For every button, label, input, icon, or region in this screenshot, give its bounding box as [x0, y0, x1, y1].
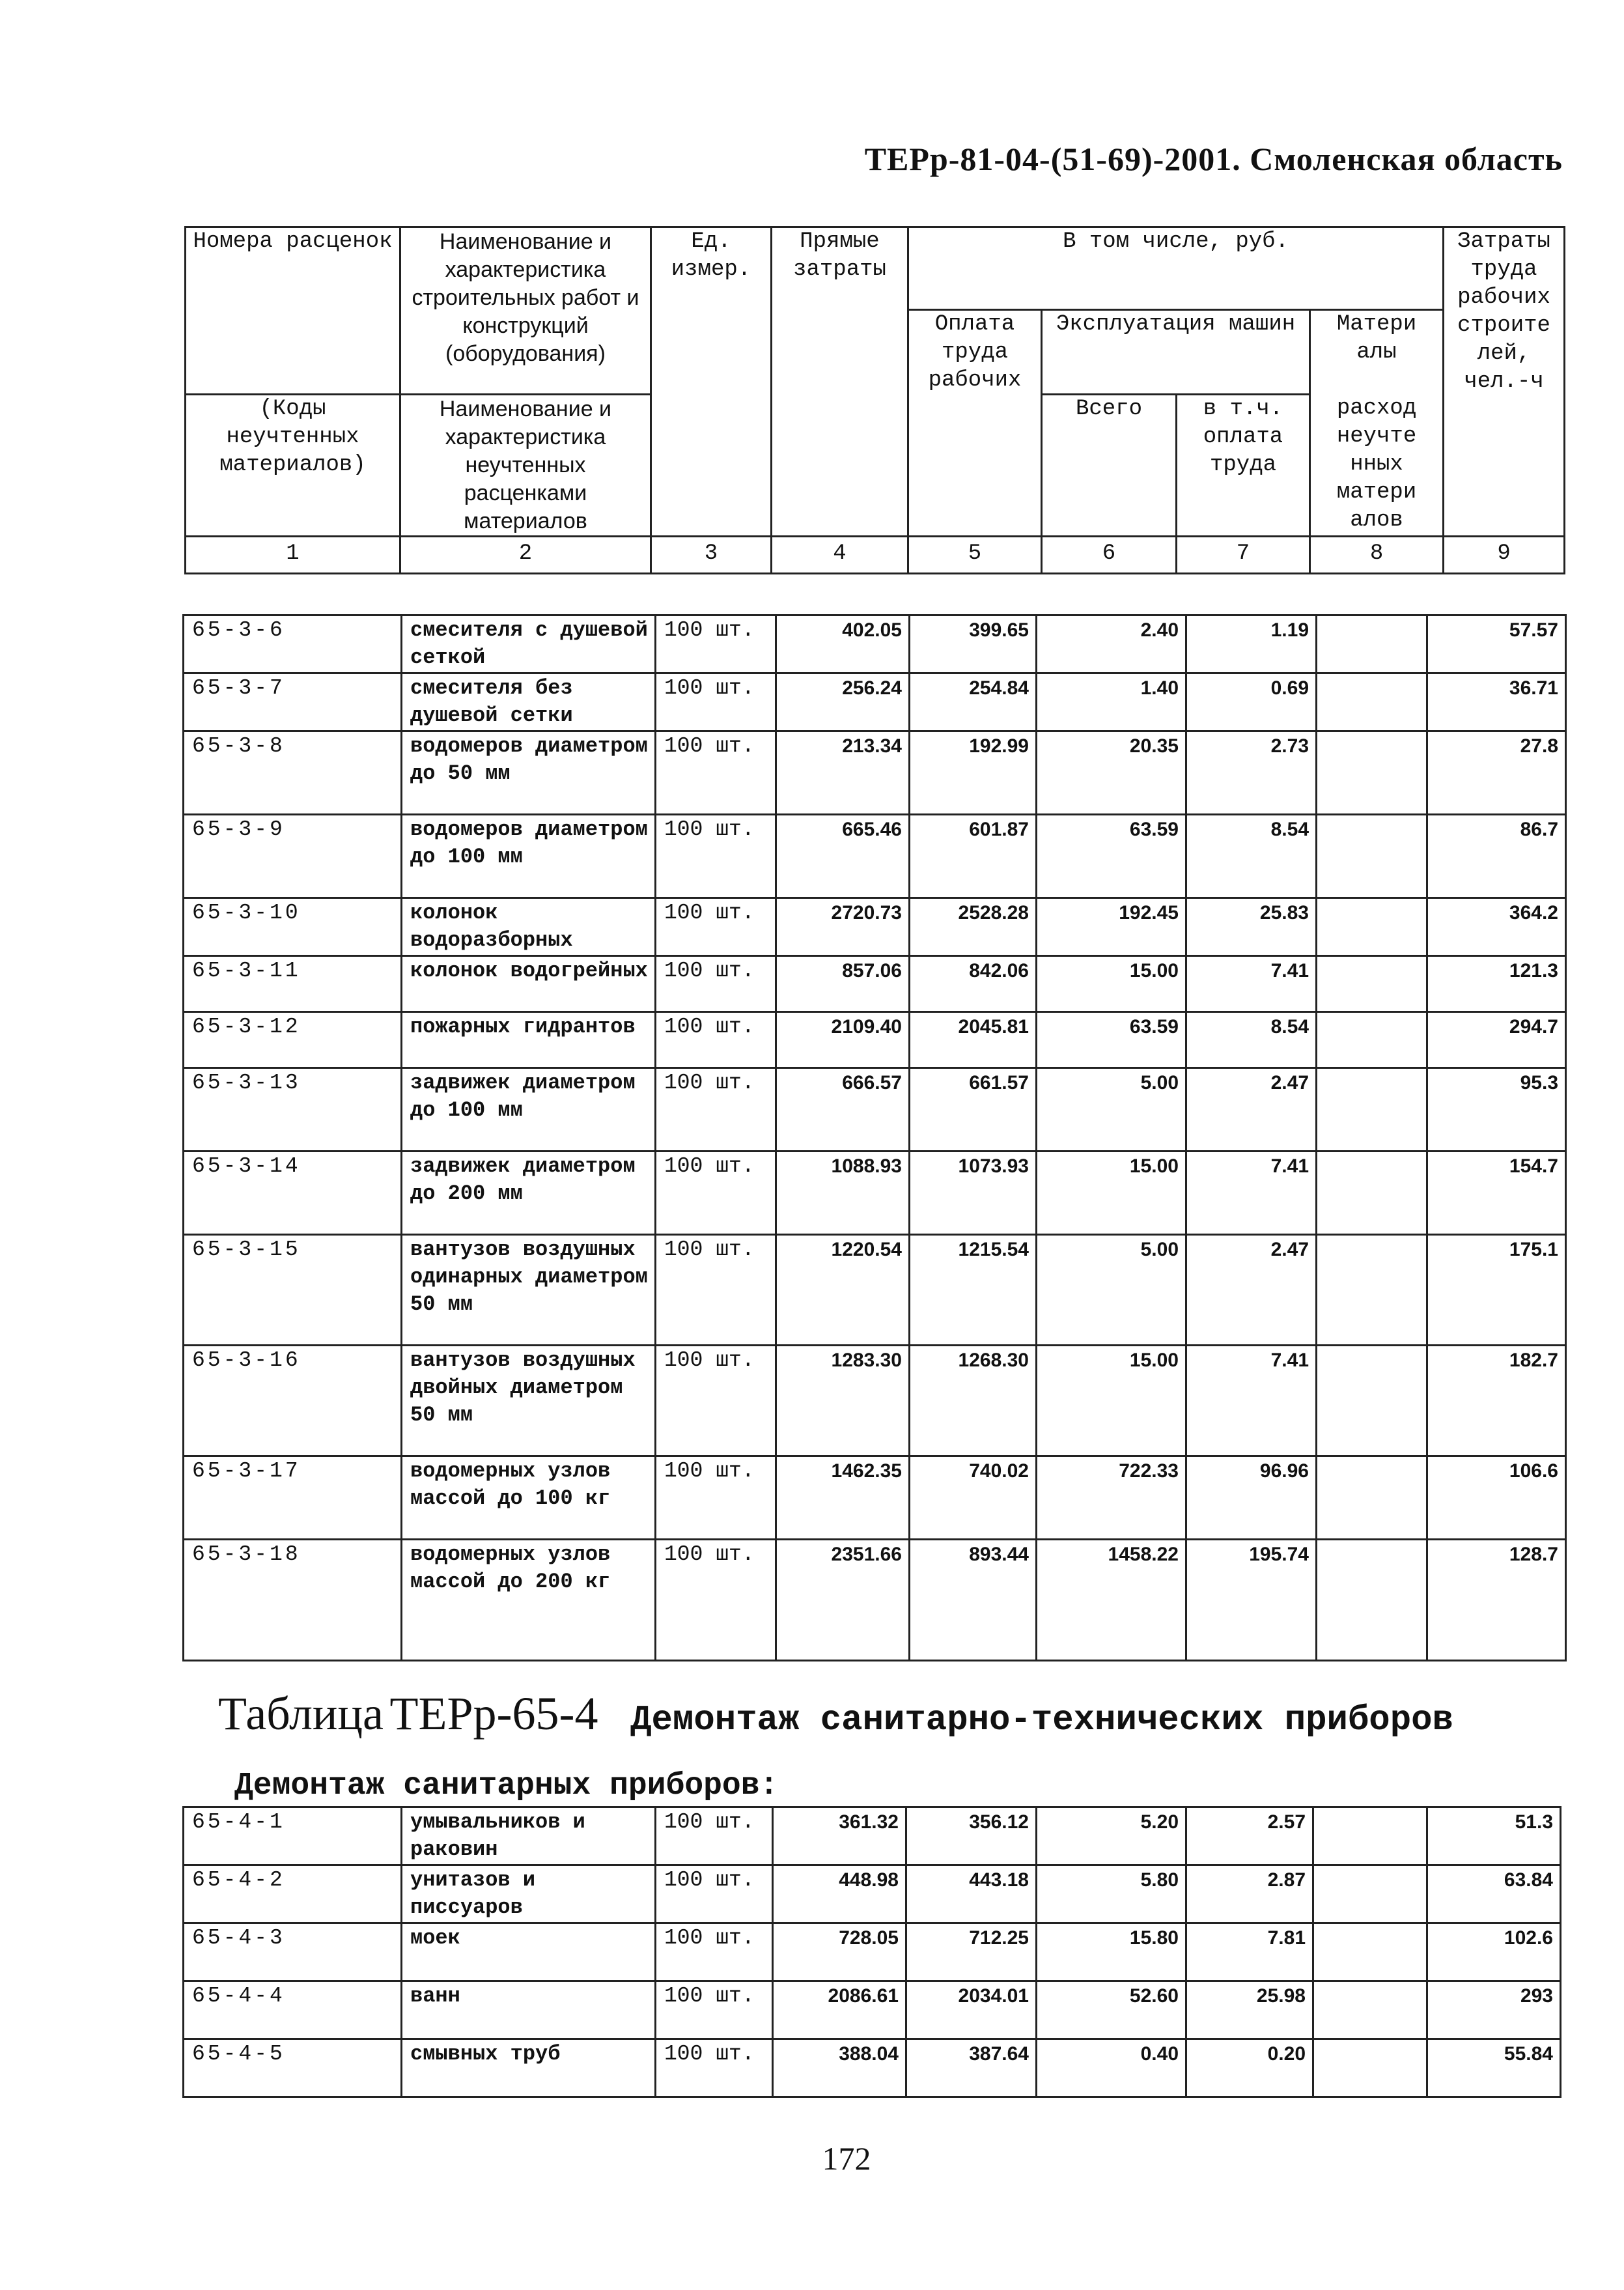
materials-cost: [1317, 956, 1427, 1012]
machines-total: 15.80: [1037, 1923, 1186, 1981]
materials-cost: [1317, 1346, 1427, 1456]
machines-total: 15.00: [1037, 1346, 1186, 1456]
rate-code: 65-4-2: [184, 1865, 402, 1923]
unit-of-measure: 100 шт.: [656, 1807, 773, 1865]
work-description: водомеров диаметром до 50 мм: [402, 731, 656, 815]
column-number: 9: [1444, 537, 1565, 574]
table-row: [184, 673, 1566, 731]
labor-hours: 57.57: [1427, 615, 1566, 673]
machines-labor: 0.20: [1186, 2039, 1313, 2097]
labor-hours: 106.6: [1427, 1456, 1566, 1540]
header-group-including: В том числе, руб.: [908, 227, 1444, 310]
table-row: [184, 1152, 1566, 1235]
table-row: [184, 1346, 1566, 1456]
header-materials-consumption: расход неучте нных матери алов: [1310, 395, 1444, 537]
labor-hours: 102.6: [1427, 1923, 1561, 1981]
labor-pay: 740.02: [910, 1456, 1037, 1540]
rate-code: 65-3-13: [184, 1068, 402, 1152]
labor-pay: 2528.28: [910, 898, 1037, 956]
direct-costs: 2086.61: [773, 1981, 906, 2039]
unit-of-measure: 100 шт.: [656, 1012, 776, 1068]
unit-of-measure: 100 шт.: [656, 731, 776, 815]
direct-costs: 402.05: [776, 615, 910, 673]
machines-labor: 25.83: [1186, 898, 1317, 956]
labor-hours: 27.8: [1427, 731, 1566, 815]
work-description: пожарных гидрантов: [402, 1012, 656, 1068]
column-header-table: [184, 226, 1565, 574]
header-unaccounted-materials: Наименование и характеристика неучтенных расценками материалов: [400, 395, 651, 537]
materials-cost: [1317, 673, 1427, 731]
machines-total: 722.33: [1037, 1456, 1186, 1540]
materials-cost: [1317, 731, 1427, 815]
machines-labor: 25.98: [1186, 1981, 1313, 2039]
direct-costs: 2720.73: [776, 898, 910, 956]
section-code: ТЕРр-65-4: [389, 1688, 598, 1740]
rate-code: 65-3-9: [184, 815, 402, 898]
materials-cost: [1317, 898, 1427, 956]
labor-hours: 175.1: [1427, 1235, 1566, 1346]
labor-pay: 661.57: [910, 1068, 1037, 1152]
labor-pay: 1073.93: [910, 1152, 1037, 1235]
unit-of-measure: 100 шт.: [656, 1540, 776, 1661]
unit-of-measure: 100 шт.: [656, 1068, 776, 1152]
machines-total: 5.00: [1037, 1068, 1186, 1152]
column-number: 6: [1042, 537, 1177, 574]
labor-hours: 36.71: [1427, 673, 1566, 731]
machines-labor: 8.54: [1186, 1012, 1317, 1068]
rate-code: 65-3-16: [184, 1346, 402, 1456]
section-title: [218, 1687, 1453, 1741]
labor-pay: 387.64: [906, 2039, 1037, 2097]
machines-total: 5.00: [1037, 1235, 1186, 1346]
header-labor-hours: Затраты труда рабочих строите лей, чел.-ч: [1444, 227, 1565, 537]
machines-labor: 7.41: [1186, 956, 1317, 1012]
materials-cost: [1317, 1012, 1427, 1068]
labor-hours: 182.7: [1427, 1346, 1566, 1456]
rate-code: 65-3-11: [184, 956, 402, 1012]
unit-of-measure: 100 шт.: [656, 1865, 773, 1923]
labor-pay: 192.99: [910, 731, 1037, 815]
header-machines-labor: в т.ч. оплата труда: [1177, 395, 1310, 537]
table-row: [184, 815, 1566, 898]
unit-of-measure: 100 шт.: [656, 956, 776, 1012]
work-description: умывальников и раковин: [402, 1807, 656, 1865]
work-description: задвижек диаметром до 200 мм: [402, 1152, 656, 1235]
header-machine-exploitation: Эксплуатация машин: [1042, 310, 1310, 395]
materials-cost: [1317, 1068, 1427, 1152]
direct-costs: 361.32: [773, 1807, 906, 1865]
materials-cost: [1313, 1807, 1427, 1865]
page-number: 172: [822, 2140, 871, 2177]
table-row: [184, 1456, 1566, 1540]
rate-code: 65-4-3: [184, 1923, 402, 1981]
unit-of-measure: 100 шт.: [656, 1981, 773, 2039]
unit-of-measure: 100 шт.: [656, 1346, 776, 1456]
header-work-name: Наименование и характеристика строительных работ и конструкций (оборудования): [400, 227, 651, 395]
machines-labor: 8.54: [1186, 815, 1317, 898]
rate-code: 65-3-8: [184, 731, 402, 815]
direct-costs: 2109.40: [776, 1012, 910, 1068]
direct-costs: 1220.54: [776, 1235, 910, 1346]
rate-code: 65-3-10: [184, 898, 402, 956]
table-row: [184, 1807, 1561, 1865]
labor-pay: 712.25: [906, 1923, 1037, 1981]
direct-costs: 665.46: [776, 815, 910, 898]
direct-costs: 213.34: [776, 731, 910, 815]
materials-cost: [1317, 615, 1427, 673]
labor-pay: 399.65: [910, 615, 1037, 673]
machines-total: 63.59: [1037, 815, 1186, 898]
subsection-title: Демонтаж санитарных приборов:: [234, 1768, 779, 1803]
work-description: колонок водоразборных: [402, 898, 656, 956]
machines-labor: 2.47: [1186, 1235, 1317, 1346]
labor-pay: 893.44: [910, 1540, 1037, 1661]
header-unit: Ед. измер.: [651, 227, 772, 537]
materials-cost: [1313, 2039, 1427, 2097]
machines-labor: 0.69: [1186, 673, 1317, 731]
direct-costs: 1283.30: [776, 1346, 910, 1456]
direct-costs: 1462.35: [776, 1456, 910, 1540]
labor-hours: 154.7: [1427, 1152, 1566, 1235]
rates-table-body: [184, 615, 1566, 1661]
table-row: [184, 898, 1566, 956]
labor-hours: 86.7: [1427, 815, 1566, 898]
header-machines-total: Всего: [1042, 395, 1177, 537]
unit-of-measure: 100 шт.: [656, 1235, 776, 1346]
direct-costs: 388.04: [773, 2039, 906, 2097]
rate-code: 65-3-18: [184, 1540, 402, 1661]
direct-costs: 666.57: [776, 1068, 910, 1152]
header-material-codes: (Коды неучтенных материалов): [186, 395, 400, 537]
machines-total: 1.40: [1037, 673, 1186, 731]
machines-labor: 1.19: [1186, 615, 1317, 673]
direct-costs: 256.24: [776, 673, 910, 731]
unit-of-measure: 100 шт.: [656, 1152, 776, 1235]
table-row: [184, 956, 1566, 1012]
column-number: 3: [651, 537, 772, 574]
table-row: [184, 1012, 1566, 1068]
unit-of-measure: 100 шт.: [656, 2039, 773, 2097]
work-description: водомерных узлов массой до 100 кг: [402, 1456, 656, 1540]
labor-pay: 1268.30: [910, 1346, 1037, 1456]
rate-code: 65-4-1: [184, 1807, 402, 1865]
materials-cost: [1317, 815, 1427, 898]
table-row: [184, 731, 1566, 815]
table-row: [184, 1540, 1566, 1661]
machines-total: 20.35: [1037, 731, 1186, 815]
table-row: [184, 1235, 1566, 1346]
labor-pay: 842.06: [910, 956, 1037, 1012]
table-row: [184, 2039, 1561, 2097]
work-description: вантузов воздушных одинарных диаметром 50 мм: [402, 1235, 656, 1346]
labor-hours: 121.3: [1427, 956, 1566, 1012]
rate-code: 65-4-5: [184, 2039, 402, 2097]
rate-code: 65-3-17: [184, 1456, 402, 1540]
rate-code: 65-3-12: [184, 1012, 402, 1068]
column-number: 7: [1177, 537, 1310, 574]
materials-cost: [1317, 1540, 1427, 1661]
unit-of-measure: 100 шт.: [656, 898, 776, 956]
column-number: 8: [1310, 537, 1444, 574]
labor-hours: 128.7: [1427, 1540, 1566, 1661]
table-row: [184, 615, 1566, 673]
rate-code: 65-3-7: [184, 673, 402, 731]
machines-labor: 195.74: [1186, 1540, 1317, 1661]
table-row: [184, 1865, 1561, 1923]
work-description: ванн: [402, 1981, 656, 2039]
unit-of-measure: 100 шт.: [656, 1923, 773, 1981]
unit-of-measure: 100 шт.: [656, 1456, 776, 1540]
labor-pay: 2034.01: [906, 1981, 1037, 2039]
labor-pay: 356.12: [906, 1807, 1037, 1865]
direct-costs: 2351.66: [776, 1540, 910, 1661]
column-number: 4: [772, 537, 908, 574]
rates-table-65-4: [182, 1806, 1561, 2098]
materials-cost: [1313, 1923, 1427, 1981]
table-row: [184, 1068, 1566, 1152]
rate-code: 65-3-15: [184, 1235, 402, 1346]
labor-pay: 601.87: [910, 815, 1037, 898]
machines-total: 2.40: [1037, 615, 1186, 673]
machines-total: 5.20: [1037, 1807, 1186, 1865]
machines-labor: 2.87: [1186, 1865, 1313, 1923]
labor-hours: 55.84: [1427, 2039, 1561, 2097]
column-number: 1: [186, 537, 400, 574]
machines-total: 0.40: [1037, 2039, 1186, 2097]
direct-costs: 857.06: [776, 956, 910, 1012]
machines-labor: 7.41: [1186, 1346, 1317, 1456]
header-labor-pay: Оплата труда рабочих: [908, 310, 1042, 537]
labor-pay: 2045.81: [910, 1012, 1037, 1068]
labor-hours: 63.84: [1427, 1865, 1561, 1923]
unit-of-measure: 100 шт.: [656, 673, 776, 731]
labor-pay: 254.84: [910, 673, 1037, 731]
section-label: Таблица: [218, 1688, 384, 1740]
machines-total: 15.00: [1037, 1152, 1186, 1235]
work-description: моек: [402, 1923, 656, 1981]
table-row: [184, 1923, 1561, 1981]
table-row: [184, 1981, 1561, 2039]
labor-hours: 293: [1427, 1981, 1561, 2039]
work-description: колонок водогрейных: [402, 956, 656, 1012]
materials-cost: [1317, 1152, 1427, 1235]
machines-labor: 7.81: [1186, 1923, 1313, 1981]
materials-cost: [1313, 1865, 1427, 1923]
work-description: водомеров диаметром до 100 мм: [402, 815, 656, 898]
section-heading: Демонтаж санитарно-технических приборов: [630, 1701, 1453, 1740]
work-description: вантузов воздушных двойных диаметром 50 мм: [402, 1346, 656, 1456]
materials-cost: [1317, 1235, 1427, 1346]
labor-pay: 1215.54: [910, 1235, 1037, 1346]
machines-labor: 2.47: [1186, 1068, 1317, 1152]
header-direct-costs: Прямые затраты: [772, 227, 908, 537]
machines-total: 5.80: [1037, 1865, 1186, 1923]
direct-costs: 1088.93: [776, 1152, 910, 1235]
column-number: 5: [908, 537, 1042, 574]
labor-hours: 294.7: [1427, 1012, 1566, 1068]
labor-hours: 364.2: [1427, 898, 1566, 956]
machines-labor: 7.41: [1186, 1152, 1317, 1235]
work-description: задвижек диаметром до 100 мм: [402, 1068, 656, 1152]
machines-total: 1458.22: [1037, 1540, 1186, 1661]
machines-labor: 2.57: [1186, 1807, 1313, 1865]
work-description: смесителя с душевой сеткой: [402, 615, 656, 673]
work-description: смесителя без душевой сетки: [402, 673, 656, 731]
materials-cost: [1317, 1456, 1427, 1540]
machines-labor: 2.73: [1186, 731, 1317, 815]
labor-pay: 443.18: [906, 1865, 1037, 1923]
labor-hours: 51.3: [1427, 1807, 1561, 1865]
machines-labor: 96.96: [1186, 1456, 1317, 1540]
header-rate-numbers: Номера расценок: [186, 227, 400, 395]
machines-total: 15.00: [1037, 956, 1186, 1012]
labor-hours: 95.3: [1427, 1068, 1566, 1152]
page-header-title: ТЕРр-81-04-(51-69)-2001. Смоленская область: [864, 141, 1563, 177]
work-description: водомерных узлов массой до 200 кг: [402, 1540, 656, 1661]
rates-table-65-3: [182, 614, 1567, 1661]
unit-of-measure: 100 шт.: [656, 815, 776, 898]
direct-costs: 728.05: [773, 1923, 906, 1981]
column-number: 2: [400, 537, 651, 574]
direct-costs: 448.98: [773, 1865, 906, 1923]
rate-code: 65-3-14: [184, 1152, 402, 1235]
rate-code: 65-4-4: [184, 1981, 402, 2039]
machines-total: 63.59: [1037, 1012, 1186, 1068]
work-description: унитазов и писсуаров: [402, 1865, 656, 1923]
unit-of-measure: 100 шт.: [656, 615, 776, 673]
work-description: смывных труб: [402, 2039, 656, 2097]
machines-total: 52.60: [1037, 1981, 1186, 2039]
machines-total: 192.45: [1037, 898, 1186, 956]
rates-table-body: [184, 1807, 1561, 2097]
rate-code: 65-3-6: [184, 615, 402, 673]
header-materials: Матери алы: [1310, 310, 1444, 395]
materials-cost: [1313, 1981, 1427, 2039]
